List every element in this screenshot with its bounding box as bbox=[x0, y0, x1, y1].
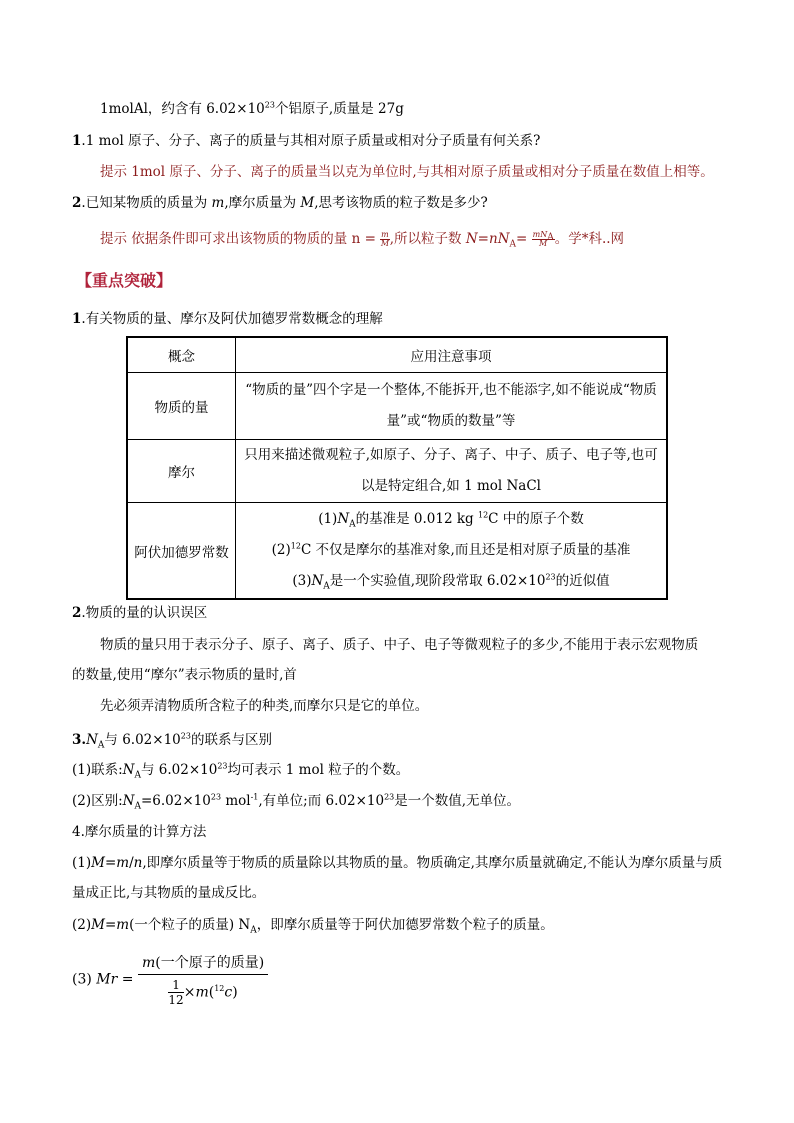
table-header-notes: 应用注意事项 bbox=[236, 337, 668, 373]
formula-fraction: m(一个原子的质量) $\frac{1}{12}$ ×m($^{12}$c) bbox=[138, 952, 268, 1007]
relative-mass-formula: (3) Mr = m(一个原子的质量) $\frac{1}{12}$ ×m($^{12}$c) bbox=[72, 952, 268, 1007]
fraction-m-over-M: $\frac{m}{M}$ bbox=[380, 230, 390, 248]
section-title: 【重点突破】 bbox=[76, 271, 173, 290]
table-cell-concept: 阿伏加德罗常数 bbox=[127, 503, 236, 600]
question-2-hint: 提示 依据条件即可求出该物质的物质的量 n = $\frac{m}{M}$ ,所以粒子数 $N=nN_A=$ $\frac{mN_A}{M}$ 。学*科..网 bbox=[100, 230, 625, 250]
concept-table bbox=[126, 336, 668, 600]
point-4-heading: 4.摩尔质量的计算方法 bbox=[72, 824, 207, 840]
intro-example: 1molAl，约含有 $6.02\times 10^{23}$个铝原子,质量是 27g bbox=[100, 100, 404, 117]
point-3-heading: $3.N_A$与 $6.02\times 10^{23}$的联系与区别 bbox=[72, 731, 272, 751]
point-3-connection: (1)联系$:N_A$与 $6.02\times 10^{23}$均可表示 1 mol 粒子的个数。 bbox=[72, 761, 410, 781]
table-header-concept: 概念 bbox=[127, 337, 236, 373]
question-2: 2.已知某物质的质量为 m,摩尔质量为 M,思考该物质的粒子数是多少? bbox=[72, 195, 488, 211]
point-2-paragraph-line-3: 先必须弄清物质所含粒子的种类,而摩尔只是它的单位。 bbox=[100, 698, 429, 714]
point-2-heading: 2.物质的量的认识误区 bbox=[72, 605, 208, 621]
question-1-hint: 提示 1mol 原子、分子、离子的质量当以克为单位时,与其相对原子质量或相对分子质量在数值上相等。 bbox=[100, 164, 714, 180]
table-cell-notes: “物质的量”四个字是一个整体,不能拆开,也不能添字,如不能说成“物质 量”或“物质的数量”等 bbox=[236, 373, 668, 440]
point-4-item-1: (1)M=m/n,即摩尔质量等于物质的质量除以其物质的量。物质确定,其摩尔质量就确定,不能认为摩尔质量与质 bbox=[72, 855, 723, 871]
point-1-heading: 1.有关物质的量、摩尔及阿伏加德罗常数概念的理解 bbox=[72, 311, 383, 327]
table-cell-concept: 摩尔 bbox=[127, 440, 236, 503]
table-header-row bbox=[127, 337, 667, 373]
table-row bbox=[127, 503, 667, 600]
point-2-paragraph-line-1: 物质的量只用于表示分子、原子、离子、质子、中子、电子等微观粒子的多少,不能用于表示宏观物质 bbox=[100, 637, 699, 653]
fraction-mNA-over-M: $\frac{mN_A}{M}$ bbox=[532, 230, 554, 248]
table-cell-notes: $(1)N_A$的基准是 0.012 kg $^{12}$C 中的原子个数 $(2)^{12}C$ 不仅是摩尔的基准对象,而且还是相对原子质量的基准 $(3)N_A$是一个实验值,现阶段常取 $6.02\times 10^{23}$的近似值 bbox=[236, 503, 668, 600]
table-row bbox=[127, 373, 667, 440]
point-2-paragraph-line-2: 的数量,使用“摩尔”表示物质的量时,首 bbox=[72, 667, 297, 683]
table-cell-notes: 只用来描述微观粒子,如原子、分子、离子、中子、质子、电子等,也可 以是特定组合,如 1 mol NaCl bbox=[236, 440, 668, 503]
table-cell-concept: 物质的量 bbox=[127, 373, 236, 440]
point-3-difference: (2)区别$:N_A=6.02\times 10^{23}$ mol$^{-1}$,有单位;而 $6.02\times 10^{23}$是一个数值,无单位。 bbox=[72, 792, 521, 812]
point-4-item-2: (2)M=m(一个粒子的质量) $N_A$，即摩尔质量等于阿伏加德罗常数个粒子的质量。 bbox=[72, 917, 554, 936]
question-1: 1.1 mol 原子、分子、离子的质量与其相对原子质量或相对分子质量有何关系? bbox=[72, 133, 541, 149]
point-4-item-1-cont: 量成正比,与其物质的量成反比。 bbox=[72, 885, 266, 901]
table-row bbox=[127, 440, 667, 503]
